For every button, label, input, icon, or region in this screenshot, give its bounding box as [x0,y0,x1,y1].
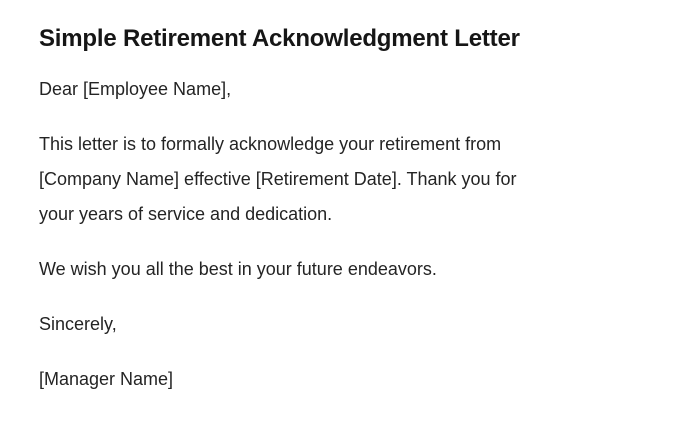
signature-name: [Manager Name] [39,369,174,389]
body-line-1: This letter is to formally acknowledge your retirement from [39,134,502,154]
body-paragraph [39,127,660,232]
closing: Sincerely, [39,314,117,334]
wish-paragraph: We wish you all the best in your future endeavors. [39,259,437,279]
body-line-2: [Company Name] effective [Retirement Date]. Thank you for [39,169,517,189]
letter-title: Simple Retirement Acknowledgment Letter [39,25,520,52]
salutation: Dear [Employee Name], [39,79,232,99]
body-line-3: your years of service and dedication. [39,204,333,224]
